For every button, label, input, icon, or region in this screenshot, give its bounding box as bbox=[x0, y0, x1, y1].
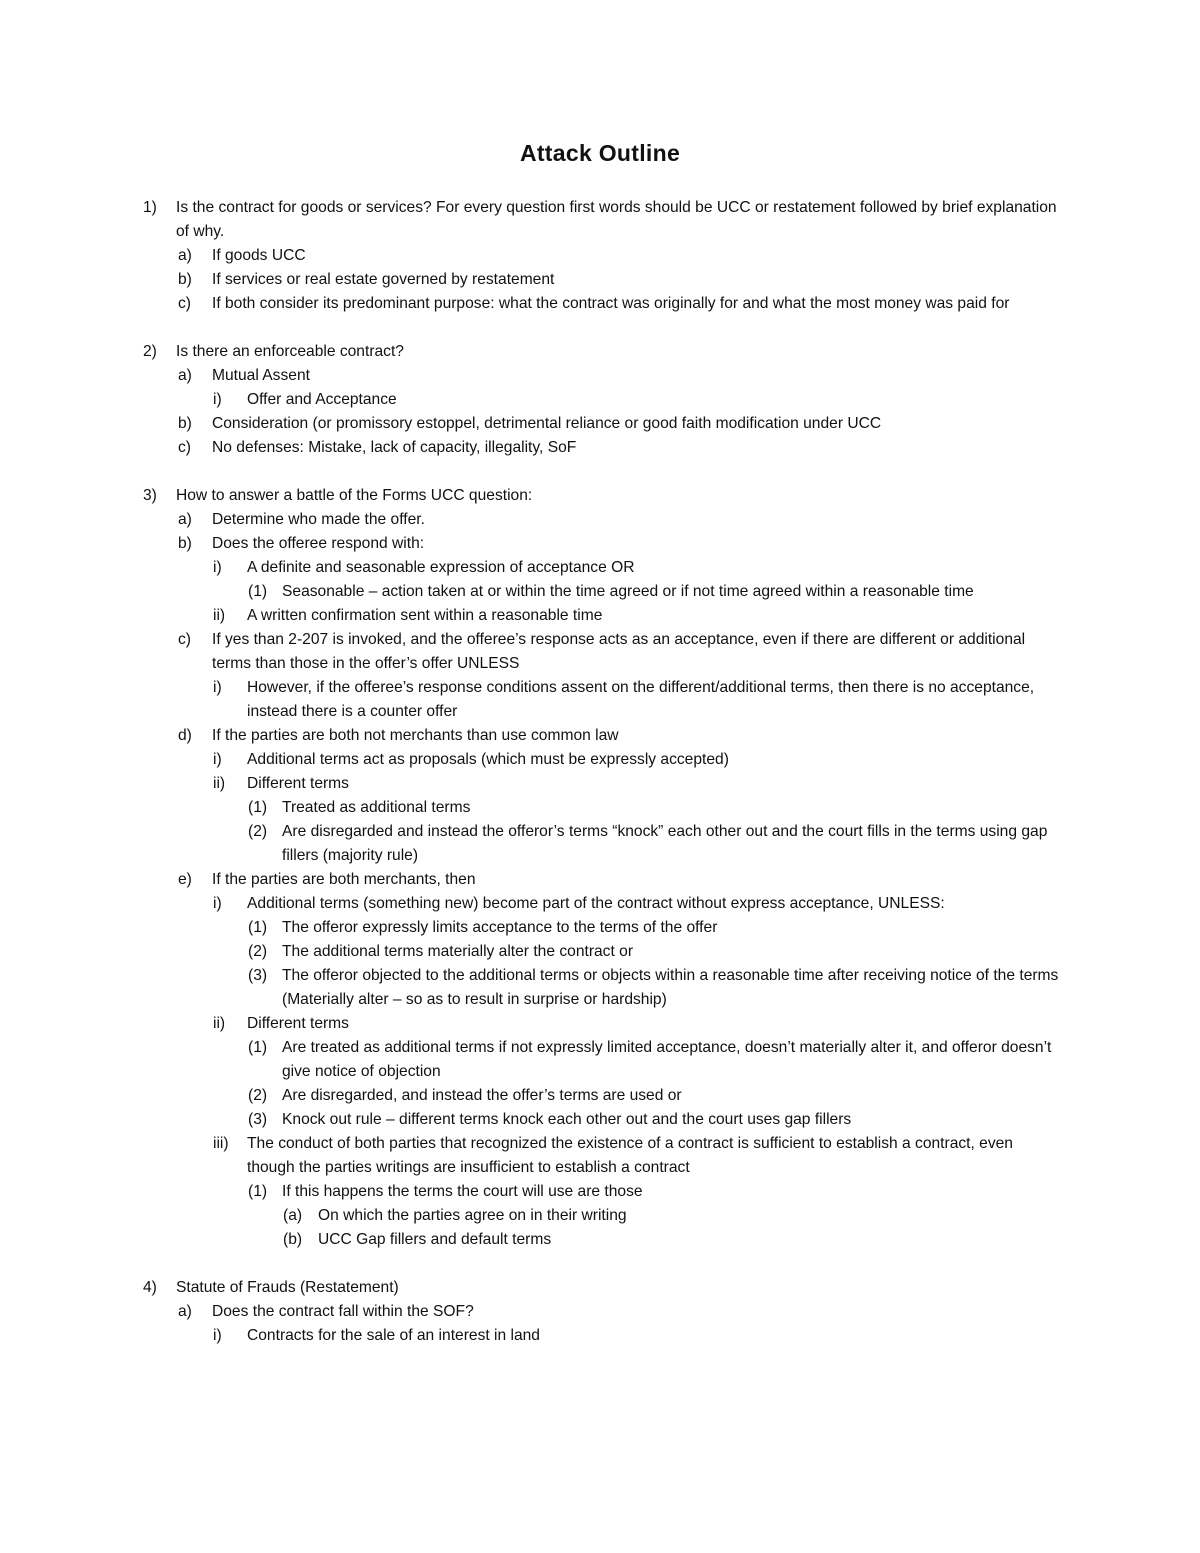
outline-item-text: Are disregarded, and instead the offer’s terms are used or bbox=[282, 1087, 682, 1104]
outline-item-level-3 bbox=[0, 1084, 1200, 1108]
outline-item-text: Offer and Acceptance bbox=[247, 391, 397, 408]
outline-item-text: If goods UCC bbox=[212, 247, 306, 264]
outline-item-level-1 bbox=[0, 268, 1200, 292]
outline-item-level-2 bbox=[0, 1324, 1200, 1348]
section-spacer bbox=[0, 460, 1200, 484]
outline-item-level-2 bbox=[0, 604, 1200, 628]
outline-item-level-3 bbox=[0, 1036, 1200, 1084]
outline-item-label: (a) bbox=[283, 1207, 303, 1224]
outline-item-label: i) bbox=[213, 559, 222, 576]
outline-item-level-1 bbox=[0, 532, 1200, 556]
outline-item-level-2 bbox=[0, 1012, 1200, 1036]
outline-item-text: Does the contract fall within the SOF? bbox=[212, 1303, 474, 1320]
outline-item-label: 1) bbox=[143, 199, 157, 216]
outline-item-level-4 bbox=[0, 1204, 1200, 1228]
outline-item-label: (3) bbox=[248, 967, 268, 984]
outline-item-label: 3) bbox=[143, 487, 157, 504]
outline-item-level-2 bbox=[0, 676, 1200, 724]
outline-item-text: Knock out rule – different terms knock each other out and the court uses gap fillers bbox=[282, 1111, 852, 1128]
outline-item-label: b) bbox=[178, 271, 192, 288]
outline-item-label: ii) bbox=[213, 607, 226, 624]
outline-item-label: iii) bbox=[213, 1135, 229, 1152]
outline-item-text: How to answer a battle of the Forms UCC question: bbox=[176, 487, 533, 504]
outline-item-label: a) bbox=[178, 367, 192, 384]
outline-item-label: (1) bbox=[248, 799, 268, 816]
outline-item-label: a) bbox=[178, 511, 192, 528]
outline-item-text: Are treated as additional terms if not expressly limited acceptance, doesn’t materially alter it, and offeror doesn’t give notice of objection bbox=[282, 1039, 1052, 1080]
outline-item-label: ii) bbox=[213, 775, 226, 792]
outline-item-text: The offeror objected to the additional terms or objects within a reasonable time after receiving notice of the terms (Materially alter – so as to result in surprise or hardship) bbox=[282, 967, 1059, 1008]
outline-item-text: Different terms bbox=[247, 1015, 349, 1032]
outline-item-level-0 bbox=[0, 484, 1200, 508]
outline-item-label: i) bbox=[213, 895, 222, 912]
document-title: Attack Outline bbox=[519, 140, 681, 166]
outline-item-level-3 bbox=[0, 820, 1200, 868]
outline-item-label: (1) bbox=[248, 583, 268, 600]
outline-item-label: c) bbox=[178, 295, 191, 312]
outline-item-level-2 bbox=[0, 556, 1200, 580]
outline-item-text: If both consider its predominant purpose: what the contract was originally for and what the most money was paid for bbox=[212, 295, 1010, 312]
outline-item-label: b) bbox=[178, 415, 192, 432]
outline-item-text: If the parties are both not merchants than use common law bbox=[212, 727, 619, 744]
outline-item-level-1 bbox=[0, 724, 1200, 748]
outline-item-label: e) bbox=[178, 871, 192, 888]
outline-item-text: Mutual Assent bbox=[212, 367, 310, 384]
outline-item-label: a) bbox=[178, 247, 192, 264]
section-spacer bbox=[0, 1252, 1200, 1276]
attack-outline-list bbox=[0, 196, 1200, 1348]
outline-item-label: (b) bbox=[283, 1231, 303, 1248]
outline-item-text: Different terms bbox=[247, 775, 349, 792]
outline-item-level-2 bbox=[0, 748, 1200, 772]
outline-item-label: d) bbox=[178, 727, 192, 744]
outline-item-text: Statute of Frauds (Restatement) bbox=[176, 1279, 399, 1296]
outline-item-text: Contracts for the sale of an interest in land bbox=[247, 1327, 540, 1344]
outline-item-label: (2) bbox=[248, 1087, 268, 1104]
outline-item-text: No defenses: Mistake, lack of capacity, illegality, SoF bbox=[212, 439, 577, 456]
outline-item-level-1 bbox=[0, 436, 1200, 460]
outline-item-level-3 bbox=[0, 1108, 1200, 1132]
outline-item-level-1 bbox=[0, 244, 1200, 268]
outline-item-text: The conduct of both parties that recognized the existence of a contract is sufficient to establish a contract, even though the parties writings are insufficient to establish a contract bbox=[247, 1135, 1013, 1176]
outline-item-level-2 bbox=[0, 772, 1200, 796]
outline-item-level-2 bbox=[0, 388, 1200, 412]
outline-item-label: 2) bbox=[143, 343, 157, 360]
outline-item-text: Consideration (or promissory estoppel, detrimental reliance or good faith modification under UCC bbox=[212, 415, 882, 432]
outline-item-text: UCC Gap fillers and default terms bbox=[318, 1231, 552, 1248]
outline-item-label: (1) bbox=[248, 919, 268, 936]
outline-item-level-3 bbox=[0, 916, 1200, 940]
outline-item-label: i) bbox=[213, 1327, 222, 1344]
outline-item-text: The offeror expressly limits acceptance to the terms of the offer bbox=[282, 919, 718, 936]
outline-item-level-3 bbox=[0, 580, 1200, 604]
outline-item-text: On which the parties agree on in their writing bbox=[318, 1207, 627, 1224]
outline-item-level-3 bbox=[0, 1180, 1200, 1204]
outline-item-text: A definite and seasonable expression of acceptance OR bbox=[247, 559, 635, 576]
outline-item-label: b) bbox=[178, 535, 192, 552]
outline-item-text: The additional terms materially alter the contract or bbox=[282, 943, 634, 960]
outline-item-level-4 bbox=[0, 1228, 1200, 1252]
outline-item-label: i) bbox=[213, 391, 222, 408]
outline-item-level-1 bbox=[0, 412, 1200, 436]
outline-item-text: However, if the offeree’s response conditions assent on the different/additional terms, then there is no acceptance, instead there is a counter offer bbox=[247, 679, 1035, 720]
outline-item-text: Additional terms (something new) become part of the contract without express acceptance, UNLESS: bbox=[247, 895, 945, 912]
outline-item-level-1 bbox=[0, 292, 1200, 316]
outline-item-text: Additional terms act as proposals (which must be expressly accepted) bbox=[247, 751, 729, 768]
outline-item-level-1 bbox=[0, 868, 1200, 892]
outline-item-label: ii) bbox=[213, 1015, 226, 1032]
outline-item-label: (2) bbox=[248, 823, 268, 840]
outline-item-label: i) bbox=[213, 751, 222, 768]
outline-item-label: i) bbox=[213, 679, 222, 696]
outline-item-text: A written confirmation sent within a reasonable time bbox=[247, 607, 603, 624]
outline-item-text: Are disregarded and instead the offeror’s terms “knock” each other out and the court fills in the terms using gap fillers (majority rule) bbox=[282, 823, 1048, 864]
outline-item-level-2 bbox=[0, 892, 1200, 916]
outline-item-level-0 bbox=[0, 196, 1200, 244]
outline-item-text: If yes than 2-207 is invoked, and the offeree’s response acts as an acceptance, even if there are different or additional terms than those in the offer’s offer UNLESS bbox=[212, 631, 1026, 672]
outline-item-text: Determine who made the offer. bbox=[212, 511, 425, 528]
outline-item-level-1 bbox=[0, 364, 1200, 388]
outline-item-label: (3) bbox=[248, 1111, 268, 1128]
outline-item-label: (1) bbox=[248, 1183, 268, 1200]
outline-item-level-3 bbox=[0, 964, 1200, 1012]
outline-item-text: If services or real estate governed by restatement bbox=[212, 271, 555, 288]
outline-item-level-3 bbox=[0, 796, 1200, 820]
outline-item-text: Is there an enforceable contract? bbox=[176, 343, 404, 360]
outline-item-text: Does the offeree respond with: bbox=[212, 535, 425, 552]
outline-item-level-1 bbox=[0, 628, 1200, 676]
outline-item-label: (2) bbox=[248, 943, 268, 960]
section-spacer bbox=[0, 316, 1200, 340]
outline-item-text: Is the contract for goods or services? For every question first words should be UCC or restatement followed by brief explanation of why. bbox=[176, 199, 1057, 240]
outline-item-text: If the parties are both merchants, then bbox=[212, 871, 476, 888]
outline-item-label: (1) bbox=[248, 1039, 268, 1056]
outline-item-level-1 bbox=[0, 1300, 1200, 1324]
outline-item-label: a) bbox=[178, 1303, 192, 1320]
outline-item-label: c) bbox=[178, 631, 191, 648]
outline-item-level-1 bbox=[0, 508, 1200, 532]
outline-item-level-0 bbox=[0, 340, 1200, 364]
outline-item-level-0 bbox=[0, 1276, 1200, 1300]
outline-item-text: Seasonable – action taken at or within the time agreed or if not time agreed within a reasonable time bbox=[282, 583, 974, 600]
outline-item-level-3 bbox=[0, 940, 1200, 964]
outline-item-label: c) bbox=[178, 439, 191, 456]
outline-item-text: If this happens the terms the court will use are those bbox=[282, 1183, 643, 1200]
outline-item-level-2 bbox=[0, 1132, 1200, 1180]
outline-item-label: 4) bbox=[143, 1279, 157, 1296]
outline-item-text: Treated as additional terms bbox=[282, 799, 471, 816]
